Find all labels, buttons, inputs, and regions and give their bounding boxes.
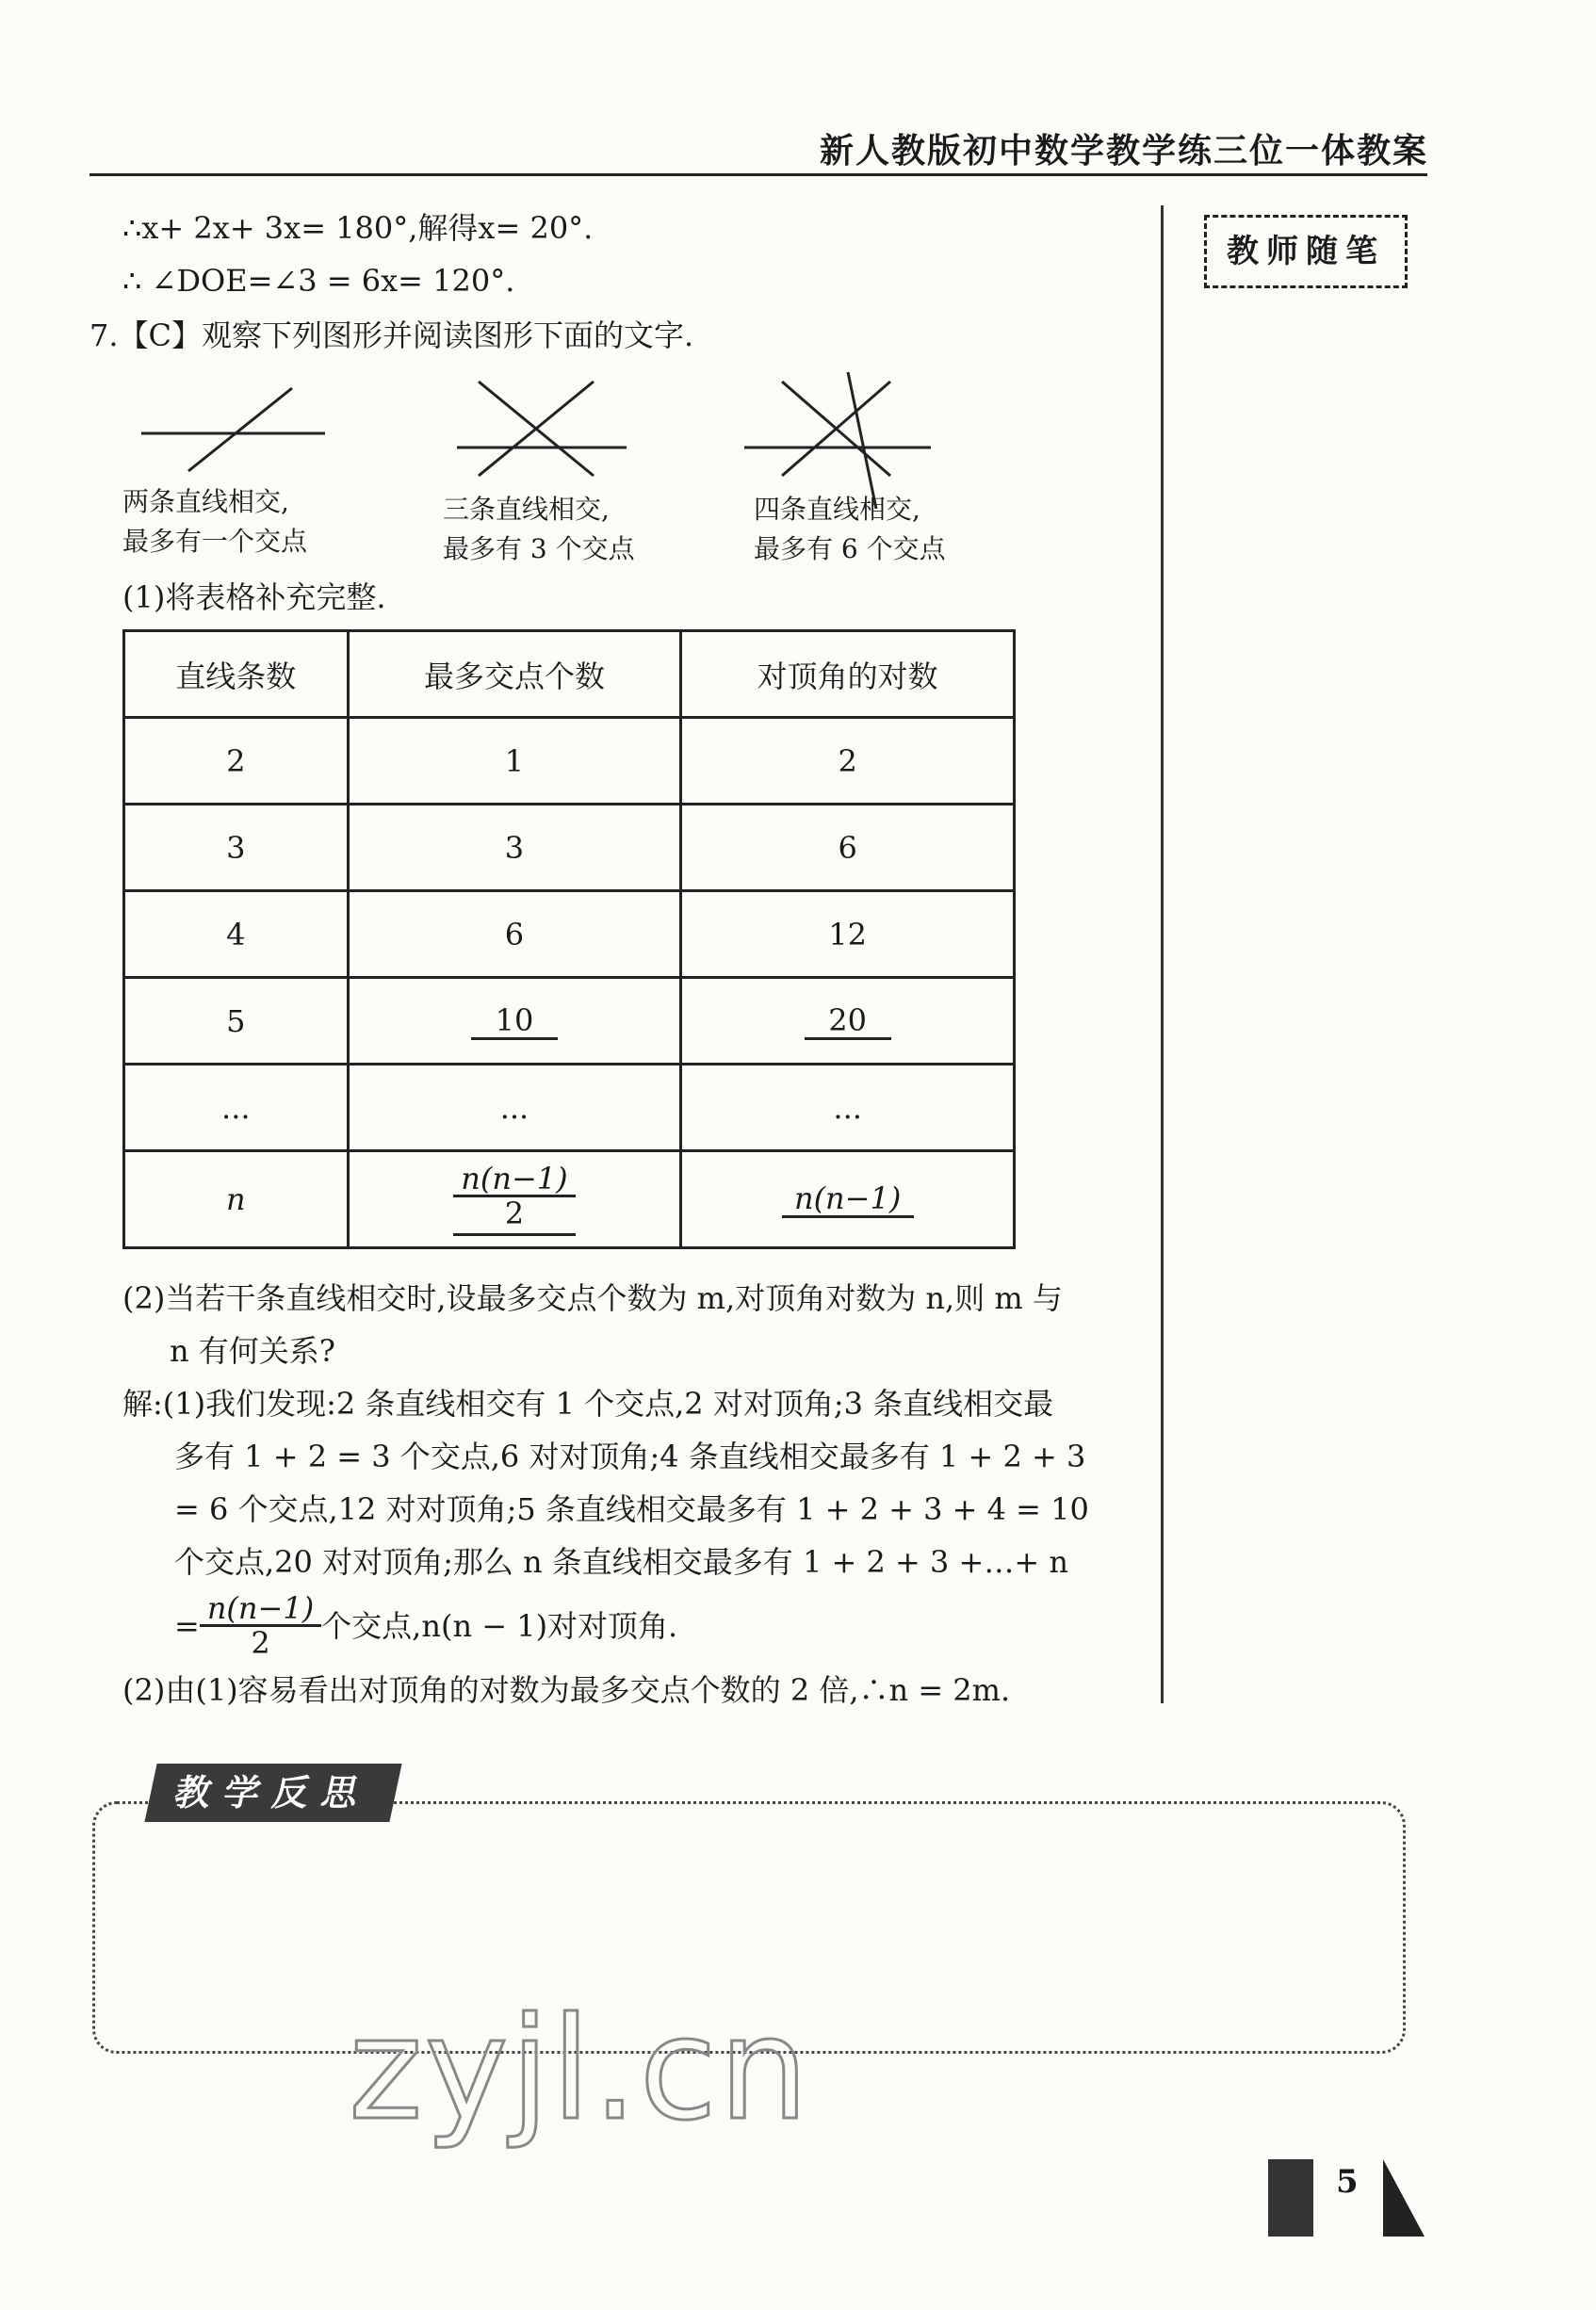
header-rule [90, 173, 1427, 176]
fraction-denominator: 2 [504, 1196, 525, 1231]
solution-line: 个交点,20 对对顶角;那么 n 条直线相交最多有 1 + 2 + 3 +…+ n [174, 1544, 1068, 1580]
figure-caption-2: 三条直线相交, 最多有 3 个交点 [443, 494, 635, 564]
question-7: 7.【C】观察下列图形并阅读图形下面的文字. [90, 317, 694, 353]
header-title: 新人教版初中数学教学练三位一体教案 [820, 131, 1429, 171]
table-cell: ... [124, 1065, 349, 1151]
angle-line: ∴ ∠DOE=∠3 = 6x= 120°. [122, 263, 515, 299]
solution-line: 多有 1 + 2 = 3 个交点,6 对对顶角;4 条直线相交最多有 1 + 2 + 3 [174, 1439, 1086, 1474]
filled-answer: 10 [471, 1003, 558, 1040]
table-cell: 6 [348, 891, 681, 978]
figure-caption-1: 两条直线相交, 最多有一个交点 [122, 486, 308, 557]
table-cell: ... [348, 1065, 681, 1151]
part2-prompt-line2: n 有何关系? [170, 1333, 335, 1369]
solution-line: = 6 个交点,12 对对顶角;5 条直线相交最多有 1 + 2 + 3 + 4 = 10 [174, 1491, 1089, 1527]
teacher-notes-label: 教师随笔 [1204, 215, 1408, 288]
equals-sign: = [174, 1607, 200, 1644]
page-number: 5 [1336, 2163, 1359, 2201]
solution-text: 个交点,n(n − 1)对对顶角. [321, 1607, 678, 1644]
table-cell: n [124, 1151, 349, 1248]
table-cell: 4 [124, 891, 349, 978]
table-cell: 12 [681, 891, 1015, 978]
table-cell [681, 1151, 1015, 1248]
page-block [1268, 2159, 1313, 2237]
fraction [200, 1592, 321, 1659]
table-cell: 5 [124, 978, 349, 1065]
table-header: 最多交点个数 [348, 631, 681, 718]
fig1-line-diag [188, 388, 292, 471]
table-row [124, 805, 1015, 891]
table-cell [348, 978, 681, 1065]
figure-caption-3: 四条直线相交, 最多有 6 个交点 [754, 494, 946, 564]
filled-answer: n(n−1) [782, 1181, 914, 1218]
corner-triangle [1383, 2159, 1425, 2237]
equation-line: ∴x+ 2x+ 3x= 180°,解得x= 20°. [122, 210, 594, 246]
filled-answer: 20 [805, 1003, 891, 1040]
solution-line-fraction [174, 1592, 677, 1659]
table-row [124, 1065, 1015, 1151]
sidebar-divider [1161, 205, 1164, 1703]
table-cell: 6 [681, 805, 1015, 891]
table-row [124, 1151, 1015, 1248]
table-cell [348, 1151, 681, 1248]
table-row [124, 978, 1015, 1065]
table-header: 直线条数 [124, 631, 349, 718]
part1-prompt: (1)将表格补充完整. [122, 579, 386, 615]
table-row [124, 891, 1015, 978]
intersection-table [122, 629, 1016, 1249]
reflection-title: 教学反思 [144, 1764, 401, 1822]
table-cell [681, 978, 1015, 1065]
fraction-answer [453, 1163, 575, 1236]
part2-prompt-line1: (2)当若干条直线相交时,设最多交点个数为 m,对顶角对数为 n,则 m 与 [122, 1280, 1063, 1316]
table-cell: 3 [124, 805, 349, 891]
solution-line: (2)由(1)容易看出对顶角的对数为最多交点个数的 2 倍,∴n = 2m. [122, 1672, 1011, 1708]
fraction-numerator: n(n−1) [200, 1592, 321, 1627]
table-cell: ... [681, 1065, 1015, 1151]
watermark: zyjl.cn [349, 1988, 811, 2152]
table-cell: 2 [681, 718, 1015, 805]
table-header-row [124, 631, 1015, 718]
table-row [124, 718, 1015, 805]
fraction-numerator: n(n−1) [453, 1163, 575, 1197]
solution-line: 解:(1)我们发现:2 条直线相交有 1 个交点,2 对对顶角;3 条直线相交最 [122, 1386, 1054, 1422]
table-cell: 2 [124, 718, 349, 805]
table-cell: 1 [348, 718, 681, 805]
fig3-line-steep [848, 372, 876, 509]
fraction-denominator: 2 [251, 1625, 270, 1661]
table-header: 对顶角的对数 [681, 631, 1015, 718]
table-cell: 3 [348, 805, 681, 891]
